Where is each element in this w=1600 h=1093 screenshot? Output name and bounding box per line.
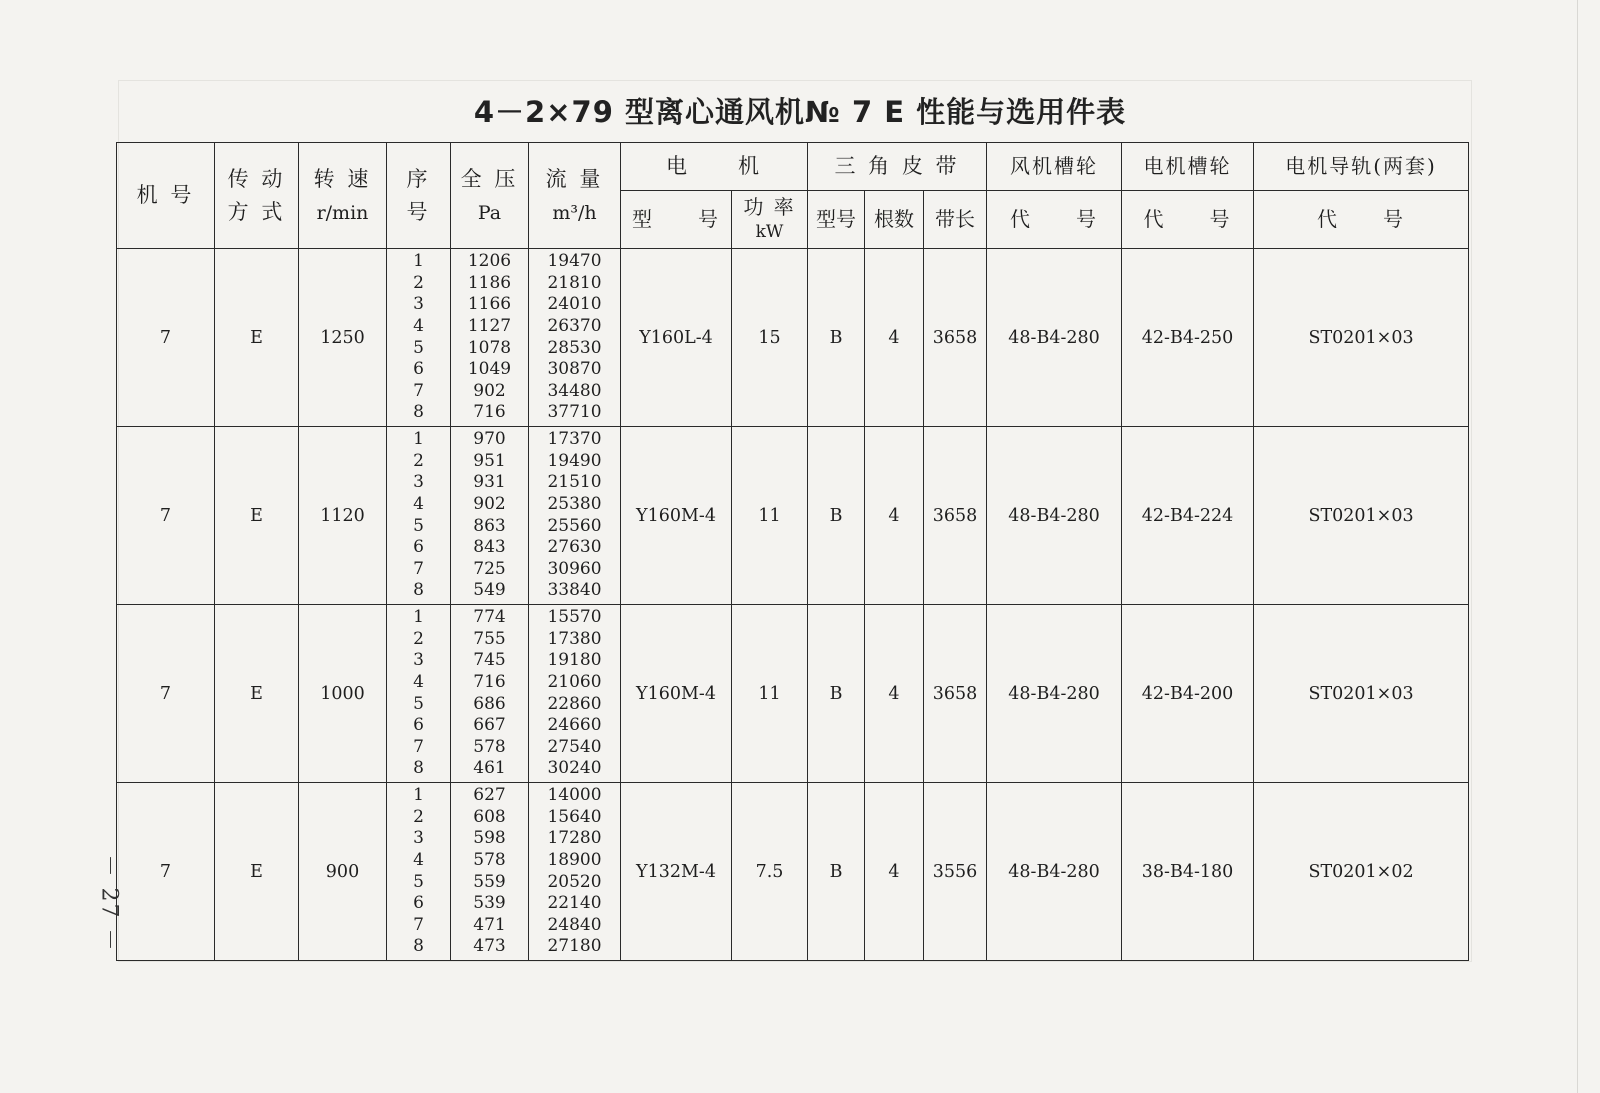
- flow-value: 19490: [547, 450, 602, 471]
- header-flow-line1: 流 量: [545, 166, 604, 191]
- pressure-cell: [451, 783, 529, 961]
- seq-value: 4: [413, 671, 424, 692]
- pressure-value: 471: [473, 914, 506, 935]
- flow-cell: [529, 783, 621, 961]
- seq-value: 1: [413, 251, 424, 272]
- header-motor-group: 电 机: [621, 143, 808, 191]
- belt-type-cell: B: [808, 249, 865, 427]
- speed-cell: 1000: [299, 605, 387, 783]
- speed-cell: 1120: [299, 427, 387, 605]
- header-speed: [299, 143, 387, 249]
- flow-value: 24660: [547, 715, 602, 736]
- seq-value: 3: [413, 828, 424, 849]
- flow-value: 30870: [547, 359, 602, 380]
- belt-count-cell: 4: [865, 249, 924, 427]
- machine-no-cell: 7: [117, 249, 215, 427]
- speed-cell: 1250: [299, 249, 387, 427]
- pressure-value: 755: [473, 628, 506, 649]
- flow-value: 21060: [547, 671, 602, 692]
- pressure-cell: [451, 427, 529, 605]
- seq-value: 2: [413, 450, 424, 471]
- belt-count-cell: 4: [865, 605, 924, 783]
- motor-pulley-cell: 42-B4-224: [1122, 427, 1254, 605]
- pressure-value: 578: [473, 736, 506, 757]
- header-seq-line1: 序: [406, 166, 431, 191]
- pressure-value: 667: [473, 715, 506, 736]
- fan-pulley-cell: 48-B4-280: [987, 427, 1122, 605]
- seq-value: 4: [413, 493, 424, 514]
- header-motor-power: [732, 191, 808, 249]
- table-row: [117, 783, 1469, 961]
- header-motor-pulley: 电机槽轮: [1122, 143, 1254, 191]
- flow-value: 24840: [547, 914, 602, 935]
- seq-cell: [387, 605, 451, 783]
- seq-value: 2: [413, 806, 424, 827]
- header-motor-power-line1: 功 率: [743, 195, 796, 220]
- seq-value: 3: [413, 650, 424, 671]
- pressure-value: 461: [473, 758, 506, 779]
- seq-value: 6: [413, 715, 424, 736]
- pressure-value: 1206: [467, 251, 512, 272]
- table-row: [117, 427, 1469, 605]
- seq-value: 3: [413, 472, 424, 493]
- motor-model-cell: Y160L-4: [621, 249, 732, 427]
- header-motor-rail-code: 代 号: [1254, 191, 1469, 249]
- flow-value: 33840: [547, 580, 602, 601]
- pressure-value: 549: [473, 580, 506, 601]
- belt-length-cell: 3658: [924, 249, 987, 427]
- header-pressure-unit: Pa: [477, 201, 502, 224]
- belt-count-cell: 4: [865, 783, 924, 961]
- seq-value: 7: [413, 558, 424, 579]
- motor-rail-cell: ST0201×03: [1254, 427, 1469, 605]
- page-number: － 27 －: [96, 854, 122, 953]
- header-drive-line2: 方 式: [227, 199, 286, 224]
- flow-value: 27630: [547, 537, 602, 558]
- motor-pulley-cell: 42-B4-200: [1122, 605, 1254, 783]
- seq-value: 6: [413, 359, 424, 380]
- pressure-value: 1078: [467, 337, 512, 358]
- seq-value: 1: [413, 607, 424, 628]
- pressure-value: 774: [473, 607, 506, 628]
- pressure-value: 578: [473, 849, 506, 870]
- pressure-value: 686: [473, 693, 506, 714]
- seq-value: 5: [413, 871, 424, 892]
- header-motor-power-unit: kW: [755, 222, 784, 243]
- seq-cell: [387, 249, 451, 427]
- motor-rail-cell: ST0201×03: [1254, 249, 1469, 427]
- pressure-value: 951: [473, 450, 506, 471]
- header-belt-count: 根数: [865, 191, 924, 249]
- seq-value: 1: [413, 785, 424, 806]
- seq-value: 8: [413, 402, 424, 423]
- flow-value: 17370: [547, 429, 602, 450]
- pressure-cell: [451, 249, 529, 427]
- drive-cell: E: [215, 783, 299, 961]
- seq-value: 5: [413, 337, 424, 358]
- machine-no-cell: 7: [117, 427, 215, 605]
- flow-value: 19470: [547, 251, 602, 272]
- drive-cell: E: [215, 427, 299, 605]
- flow-value: 37710: [547, 402, 602, 423]
- motor-rail-cell: ST0201×03: [1254, 605, 1469, 783]
- drive-cell: E: [215, 249, 299, 427]
- belt-count-cell: 4: [865, 427, 924, 605]
- seq-value: 7: [413, 736, 424, 757]
- header-seq: [387, 143, 451, 249]
- performance-table: [116, 142, 1469, 961]
- drive-cell: E: [215, 605, 299, 783]
- flow-value: 25560: [547, 515, 602, 536]
- pressure-value: 716: [473, 402, 506, 423]
- pressure-value: 902: [473, 380, 506, 401]
- flow-cell: [529, 427, 621, 605]
- power-cell: 11: [732, 605, 808, 783]
- fan-pulley-cell: 48-B4-280: [987, 783, 1122, 961]
- flow-cell: [529, 605, 621, 783]
- seq-value: 7: [413, 914, 424, 935]
- pressure-value: 931: [473, 472, 506, 493]
- flow-value: 26370: [547, 315, 602, 336]
- seq-value: 6: [413, 893, 424, 914]
- flow-value: 17280: [547, 828, 602, 849]
- header-pressure-line1: 全 压: [460, 166, 519, 191]
- header-fan-pulley-code: 代 号: [987, 191, 1122, 249]
- belt-type-cell: B: [808, 783, 865, 961]
- table-row: [117, 249, 1469, 427]
- pressure-value: 627: [473, 785, 506, 806]
- power-cell: 7.5: [732, 783, 808, 961]
- seq-value: 8: [413, 580, 424, 601]
- header-motor-rail: 电机导轨(两套): [1254, 143, 1469, 191]
- flow-value: 17380: [547, 628, 602, 649]
- seq-value: 2: [413, 628, 424, 649]
- pressure-value: 745: [473, 650, 506, 671]
- header-drive-line1: 传 动: [227, 166, 286, 191]
- header-pressure: [451, 143, 529, 249]
- header-belt-length: 带长: [924, 191, 987, 249]
- seq-value: 5: [413, 515, 424, 536]
- header-speed-unit: r/min: [316, 201, 369, 224]
- pressure-value: 970: [473, 429, 506, 450]
- motor-pulley-cell: 42-B4-250: [1122, 249, 1254, 427]
- flow-value: 27180: [547, 936, 602, 957]
- belt-length-cell: 3556: [924, 783, 987, 961]
- table-body: [117, 249, 1469, 961]
- belt-type-cell: B: [808, 427, 865, 605]
- pressure-cell: [451, 605, 529, 783]
- power-cell: 11: [732, 427, 808, 605]
- pressure-value: 1186: [467, 272, 512, 293]
- header-motor-model: 型 号: [621, 191, 732, 249]
- pressure-value: 559: [473, 871, 506, 892]
- flow-value: 20520: [547, 871, 602, 892]
- seq-value: 6: [413, 537, 424, 558]
- header-fan-pulley: 风机槽轮: [987, 143, 1122, 191]
- motor-rail-cell: ST0201×02: [1254, 783, 1469, 961]
- seq-value: 4: [413, 849, 424, 870]
- flow-value: 15570: [547, 607, 602, 628]
- machine-no-cell: 7: [117, 783, 215, 961]
- flow-value: 19180: [547, 650, 602, 671]
- pressure-value: 1127: [467, 315, 512, 336]
- header-drive: [215, 143, 299, 249]
- flow-value: 22140: [547, 893, 602, 914]
- header-flow-unit: m³/h: [552, 201, 597, 224]
- flow-value: 25380: [547, 493, 602, 514]
- seq-value: 4: [413, 315, 424, 336]
- belt-type-cell: B: [808, 605, 865, 783]
- flow-value: 21510: [547, 472, 602, 493]
- pressure-value: 902: [473, 493, 506, 514]
- header-motor-pulley-code: 代 号: [1122, 191, 1254, 249]
- header-flow: [529, 143, 621, 249]
- flow-value: 30960: [547, 558, 602, 579]
- fan-pulley-cell: 48-B4-280: [987, 249, 1122, 427]
- seq-cell: [387, 783, 451, 961]
- scan-page-edge: [1577, 0, 1578, 1093]
- motor-model-cell: Y160M-4: [621, 605, 732, 783]
- power-cell: 15: [732, 249, 808, 427]
- seq-value: 8: [413, 758, 424, 779]
- seq-value: 3: [413, 294, 424, 315]
- seq-value: 1: [413, 429, 424, 450]
- belt-length-cell: 3658: [924, 427, 987, 605]
- pressure-value: 1049: [467, 359, 512, 380]
- header-machine-no: 机 号: [117, 143, 215, 249]
- table-header: [117, 143, 1469, 249]
- fan-pulley-cell: 48-B4-280: [987, 605, 1122, 783]
- header-belt-group: 三 角 皮 带: [808, 143, 987, 191]
- flow-value: 30240: [547, 758, 602, 779]
- pressure-value: 843: [473, 537, 506, 558]
- seq-value: 2: [413, 272, 424, 293]
- speed-cell: 900: [299, 783, 387, 961]
- motor-model-cell: Y160M-4: [621, 427, 732, 605]
- pressure-value: 608: [473, 806, 506, 827]
- flow-value: 22860: [547, 693, 602, 714]
- flow-value: 27540: [547, 736, 602, 757]
- pressure-value: 539: [473, 893, 506, 914]
- flow-value: 14000: [547, 785, 602, 806]
- flow-value: 24010: [547, 294, 602, 315]
- pressure-value: 716: [473, 671, 506, 692]
- table-row: [117, 605, 1469, 783]
- pressure-value: 725: [473, 558, 506, 579]
- pressure-value: 1166: [467, 294, 512, 315]
- motor-pulley-cell: 38-B4-180: [1122, 783, 1254, 961]
- seq-value: 8: [413, 936, 424, 957]
- pressure-value: 473: [473, 936, 506, 957]
- flow-value: 18900: [547, 849, 602, 870]
- machine-no-cell: 7: [117, 605, 215, 783]
- header-belt-type: 型号: [808, 191, 865, 249]
- page-title: 4－2×79 型离心通风机№ 7 E 性能与选用件表: [473, 95, 1127, 129]
- pressure-value: 863: [473, 515, 506, 536]
- header-speed-line1: 转 速: [313, 166, 372, 191]
- seq-value: 7: [413, 380, 424, 401]
- flow-value: 21810: [547, 272, 602, 293]
- motor-model-cell: Y132M-4: [621, 783, 732, 961]
- header-seq-line2: 号: [406, 199, 431, 224]
- flow-value: 34480: [547, 380, 602, 401]
- flow-value: 15640: [547, 806, 602, 827]
- flow-cell: [529, 249, 621, 427]
- seq-value: 5: [413, 693, 424, 714]
- pressure-value: 598: [473, 828, 506, 849]
- seq-cell: [387, 427, 451, 605]
- belt-length-cell: 3658: [924, 605, 987, 783]
- flow-value: 28530: [547, 337, 602, 358]
